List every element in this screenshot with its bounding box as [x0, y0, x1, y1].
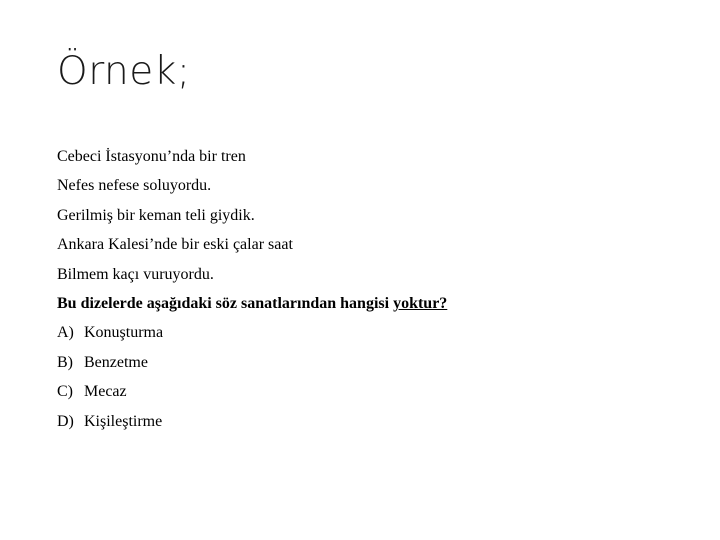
option-text: Benzetme — [84, 353, 148, 371]
option-letter: A) — [57, 324, 74, 342]
poem-line: Cebeci İstasyonu’nda bir tren — [57, 148, 246, 165]
option-text: Mecaz — [84, 383, 127, 401]
question — [57, 293, 677, 322]
option-text: Konuşturma — [84, 324, 164, 342]
option-d — [57, 411, 677, 440]
slide-title: Örnek; — [57, 49, 191, 94]
slide-body — [57, 146, 677, 440]
poem-line: Bilmem kaçı vuruyordu. — [57, 265, 214, 283]
question-emphasis: yoktur? — [393, 294, 448, 312]
option-letter: C) — [57, 383, 73, 401]
poem-line: Nefes nefese soluyordu. — [57, 177, 212, 195]
option-a — [57, 322, 677, 351]
option-b — [57, 352, 677, 381]
option-letter: B) — [57, 353, 73, 371]
question-text: Bu dizelerde aşağıdaki söz sanatlarından hangisi — [57, 294, 394, 312]
option-letter: D) — [57, 412, 74, 430]
option-c — [57, 381, 677, 410]
poem-line: Ankara Kalesi’nde bir eski çalar saat — [57, 236, 293, 254]
poem-line: Gerilmiş bir keman teli giydik. — [57, 206, 255, 224]
option-text: Kişileştirme — [84, 412, 163, 430]
